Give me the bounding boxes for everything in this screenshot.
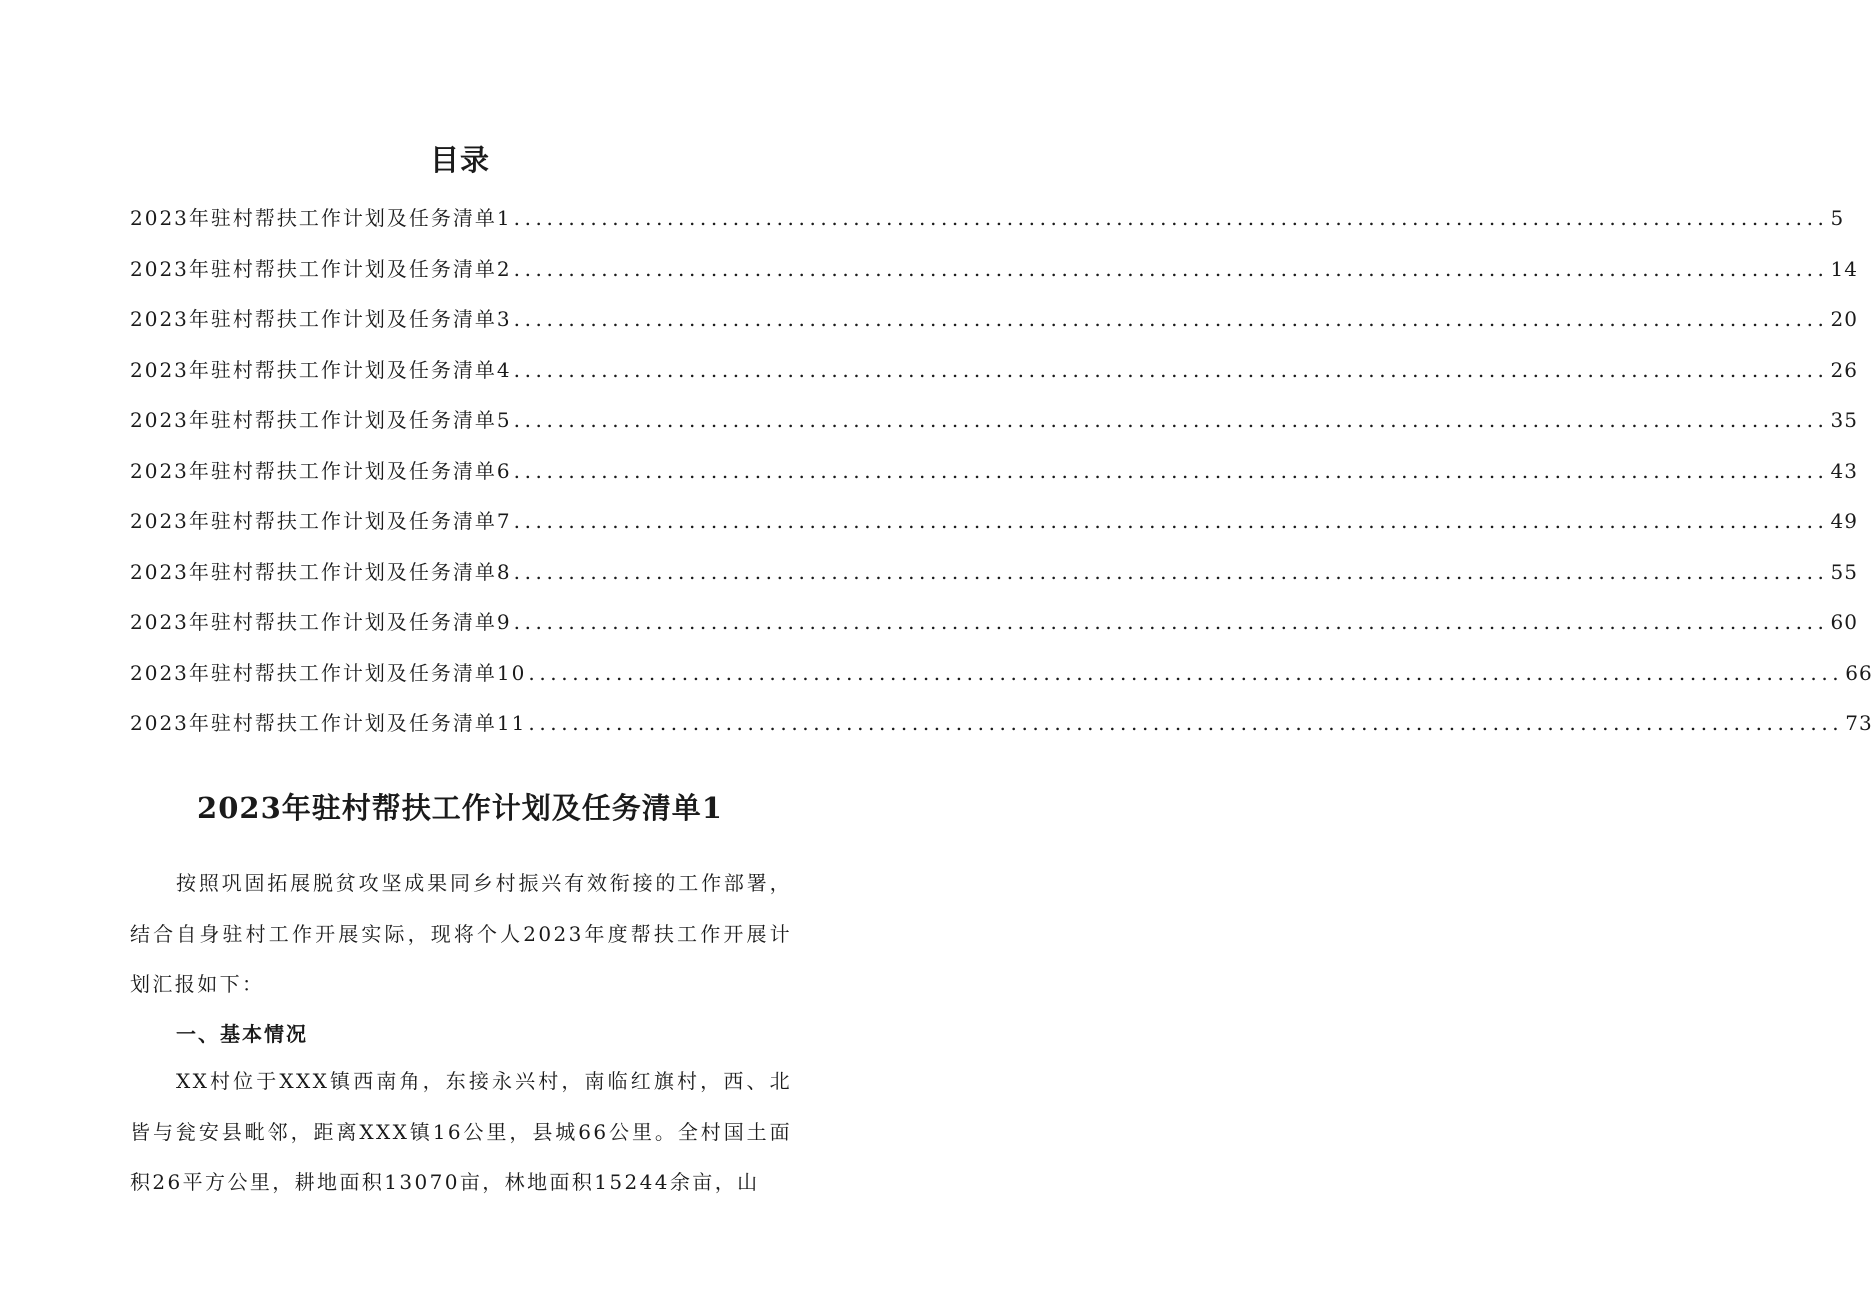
toc-entry-title: 2023年驻村帮扶工作计划及任务清单11 [130, 711, 527, 735]
toc-dot-leader: ........................................................................................................................ [513, 256, 1829, 281]
toc-entry-title: 2023年驻村帮扶工作计划及任务清单8 [130, 559, 512, 584]
toc-entry[interactable] [130, 449, 1858, 500]
toc-dot-leader: ........................................................................................................................ [528, 711, 1844, 735]
toc-entry-page: 20 [1830, 307, 1858, 331]
toc-entry-page: 49 [1830, 509, 1858, 533]
intro-paragraph: 按照巩固拓展脱贫攻坚成果同乡村振兴有效衔接的工作部署，结合自身驻村工作开展实际，现将个人2023年度帮扶工作开展计划汇报如下： [130, 871, 792, 996]
toc-entry-page: 55 [1830, 559, 1858, 584]
toc-entry[interactable] [130, 550, 1858, 601]
toc-entry[interactable] [130, 499, 1858, 550]
section-title: 2023年驻村帮扶工作计划及任务清单1 [197, 791, 723, 825]
toc-entry-page: 5 [1830, 206, 1845, 230]
toc-entry-page: 73 [1845, 711, 1873, 735]
toc-entry[interactable] [130, 247, 1858, 298]
toc-entry-title: 2023年驻村帮扶工作计划及任务清单6 [130, 458, 512, 483]
toc-entry-page: 14 [1830, 256, 1858, 281]
toc-entry-title: 2023年驻村帮扶工作计划及任务清单2 [130, 256, 512, 281]
toc-dot-leader: ........................................................................................................................ [513, 610, 1829, 634]
toc-dot-leader: ........................................................................................................................ [513, 206, 1829, 230]
toc-entry-title: 2023年驻村帮扶工作计划及任务清单1 [130, 206, 512, 230]
toc-entry-title: 2023年驻村帮扶工作计划及任务清单3 [130, 307, 512, 331]
toc-entry-page: 60 [1830, 610, 1858, 634]
toc-entry-title: 2023年驻村帮扶工作计划及任务清单9 [130, 610, 512, 634]
toc-dot-leader: ........................................................................................................................ [528, 660, 1844, 685]
toc-dot-leader: ........................................................................................................................ [513, 307, 1829, 331]
toc-entry-title: 2023年驻村帮扶工作计划及任务清单4 [130, 357, 512, 382]
toc-dot-leader: ........................................................................................................................ [513, 509, 1829, 533]
toc-dot-leader: ........................................................................................................................ [513, 458, 1829, 483]
toc-entry-page: 66 [1845, 660, 1873, 685]
toc-dot-leader: ........................................................................................................................ [513, 408, 1829, 432]
toc-entry-page: 26 [1830, 357, 1858, 382]
toc-entry-title: 2023年驻村帮扶工作计划及任务清单5 [130, 408, 512, 432]
toc-entry[interactable] [130, 600, 1858, 651]
toc-entry-page: 35 [1830, 408, 1858, 432]
toc-entry[interactable] [130, 196, 1845, 247]
table-of-contents [130, 196, 1873, 752]
toc-entry-title: 2023年驻村帮扶工作计划及任务清单10 [130, 660, 527, 685]
body-paragraph: XX村位于XXX镇西南角，东接永兴村，南临红旗村，西、北皆与瓮安县毗邻，距离XXX镇16公里，县城66公里。全村国土面积26平方公里，耕地面积13070亩，林地面积15244余亩，山 [130, 1069, 792, 1194]
toc-dot-leader: ........................................................................................................................ [513, 559, 1829, 584]
toc-entry[interactable] [130, 348, 1858, 399]
toc-title: 目录 [429, 143, 490, 177]
toc-dot-leader: ........................................................................................................................ [513, 357, 1829, 382]
section-heading: 一、基本情况 [176, 1022, 308, 1046]
toc-entry[interactable] [130, 701, 1873, 752]
toc-entry-title: 2023年驻村帮扶工作计划及任务清单7 [130, 509, 512, 533]
toc-entry[interactable] [130, 297, 1858, 348]
toc-entry[interactable] [130, 651, 1873, 702]
toc-entry-page: 43 [1830, 458, 1858, 483]
toc-entry[interactable] [130, 398, 1858, 449]
